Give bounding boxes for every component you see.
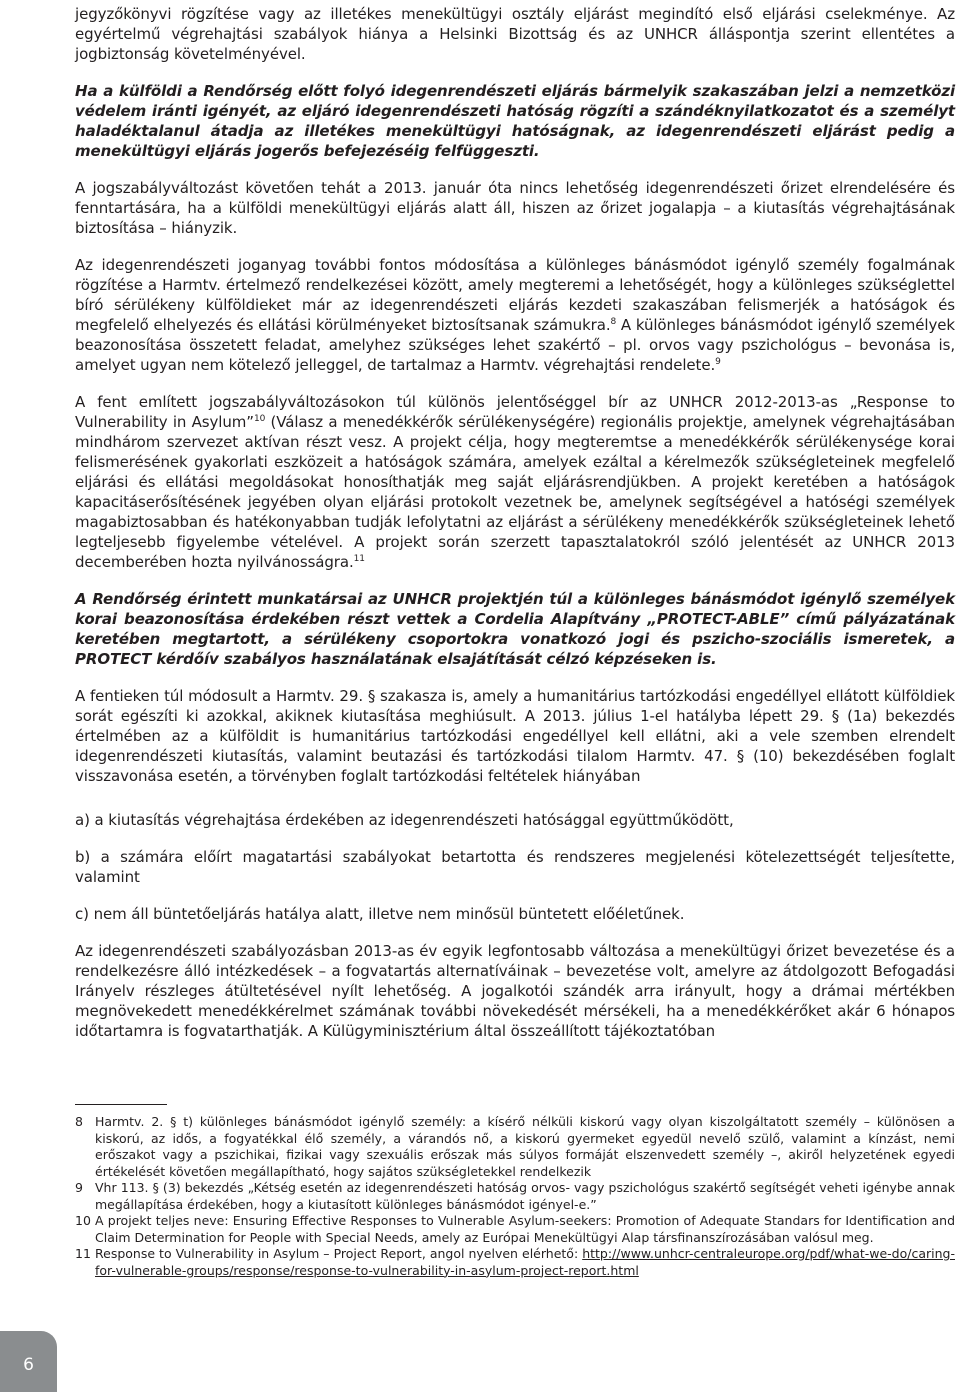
paragraph-1: jegyzőkönyvi rögzítése vagy az illetékes menekültügyi osztály eljárást megindító első eljárási cselekménye. Az egyértelmű végrehajtási szabályok hiánya a Helsinki Bizottság és az UNHCR álláspontja szerint ellentétes a jogbiztonság követelményével. [75,5,955,63]
footnote-number: 9 [75,1180,83,1195]
paragraph-4-part-2: A különleges bánásmódot igénylő személyek beazonosítása összetett feladat, amelyhez szükséges lehet szakértő – pl. orvos vagy pszichológus – bevonása is, amelyet ugyan nem kötelező jelleggel, de tartalmaz a Harmtv. végrehajtási rendelete. [75,316,955,374]
footnote-number: 8 [75,1114,83,1129]
footnote-ref-9[interactable]: 9 [715,357,721,367]
highlighted-paragraph-2: A Rendőrség érintett munkatársai az UNHCR projektjén túl a különleges bánásmódot igénylő személyek korai beazonosítása érdekében részt vettek a Cordelia Alapítvány „PROTECT-ABLE” című pályázatának keretében megtartott, a sérülékeny csoportokra vonatkozó jogi és pszicho-szociális ismeretek, a PROTECT kérdőív szabályos használatának elsajátítását célzó képzéseken is. [75,590,955,668]
list-item-b: b) a számára előírt magatartási szabályokat betartotta és rendszeres megjelenési kötelezettségét teljesítette, valamint [75,848,955,886]
footnote-number: 11 [75,1246,91,1261]
footnote-text: Vhr 113. § (3) bekezdés „Kétség esetén az idegenrendészeti hatóság orvos- vagy pszichológus szakértő segítségét veheti igénybe annak megállapítása érdekében, hogy a kiutasított különleges bánásmódot igényel-e.” [95,1180,955,1212]
paragraph-5-part-1: A fent említett jogszabályváltozásokon túl különös jelentőséggel bír az UNHCR 2012-2013-as „Response to Vulnerability in Asylum” [75,393,955,431]
footnote-10 [75,1213,955,1246]
footnote-text: Harmtv. 2. § t) különleges bánásmódot igénylő személy: a kísérő nélküli kiskorú vagy olyan kiszolgáltatott személy – különösen a kiskorú, az idős, a fogyatékkal élő személy, a várandós nő, a kiskorú gyermeket egyedül nevelő szülő, valamint a kínzást, nemi erőszakot vagy a pszichikai, fizikai vagy szexuális erőszak más súlyos formáját elszenvedett személy –, akiről helyzetének egyedi értékelését követően megállapítható, hogy sajátos szükségletekkel rendelkezik [95,1114,955,1179]
paragraph-4-part-1: Az idegenrendészeti joganyag további fontos módosítása a különleges bánásmódot igénylő személy fogalmának rögzítése a Harmtv. értelmező rendelkezései között, amely megteremi a lehetőségét, hogy a különleges szükséglettel bíró sérülékeny külföldieket már az idegenrendészeti eljárás kezdeti szakaszában felismerjék a hatóságok és megfelelő elhelyezés és ellátási körülményeket biztosítsanak számukra. [75,256,955,334]
footnote-ref-8[interactable]: 8 [610,317,617,327]
footnote-number: 10 [75,1213,91,1228]
footnote-ref-11[interactable]: 11 [353,554,365,564]
footnote-11 [75,1246,955,1279]
paragraph-3: A jogszabályváltozást követően tehát a 2013. január óta nincs lehetőség idegenrendészeti őrizet elrendelésére és fenntartására, ha a külföldi menekültügyi eljárás alatt áll, hiszen az őrizet jogalapja – a kiutasítás végrehajtásának biztosítása – hiányzik. [75,179,955,237]
footnote-8 [75,1114,955,1180]
list-item-a: a) a kiutasítás végrehajtása érdekében az idegenrendészeti hatósággal együttműködött, [75,811,734,829]
report-link[interactable]: http://www.unhcr-centraleurope.org/pdf/what-we-do/caring-for-vulnerable-groups/response/response-to-vulnerability-in-asylum-project-report.html [95,1246,955,1278]
footnote-ref-10[interactable]: 10 [253,414,266,424]
paragraph-5 [75,392,955,572]
footnote-text: A projekt teljes neve: Ensuring Effective Responses to Vulnerable Asylum-seekers: Promotion of Adequate Standars for Identification and Claim Determination for People with Special Needs, amely az Európai Menekültügyi Alap társfinanszírozásában valósul meg. [95,1213,955,1245]
footnote-9 [75,1180,955,1213]
paragraph-8: Az idegenrendészeti szabályozásban 2013-as év egyik legfontosabb változása a menekültügyi őrizet bevezetése és a rendelkezésre álló intézkedések – a fogvatartás alternatíváinak – bevezetése volt, amelyre az átdolgozott Befogadási Irányelv részleges átültetésével nyílt lehetőség. A jogalkotói szándék arra irányult, hogy a drámai mértékben megnövekedett menedékkérelmet számának további növekedését mérsékeli, ha a menedékkérőket akár 6 hónapos időtartamra is fogvatarthatják. A Külügyminisztérium által összeállított tájékoztatóban [75,942,955,1040]
page-number: 6 [23,1355,34,1375]
paragraph-4 [75,255,955,375]
paragraph-7: A fentieken túl módosult a Harmtv. 29. § szakasza is, amely a humanitárius tartózkodási engedéllyel ellátott külföldiek sorát egészíti ki azokkal, akiknek kiutasítása meghiúsult. A 2013. július 1-el hatályba lépett 29. § (1a) bekezdés értelmében az a külföldit is humanitárius tartózkodási engedéllyel kell ellátni, aki a vele szemben elrendelt idegenrendészeti kiutasítás, valamint beutazási és tartózkodási tilalom Harmtv. 47. § (10) bekezdésében foglalt visszavonása esetén, a törvényben foglalt tartózkodási feltételek hiányában [75,687,955,785]
paragraph-5-part-2: (Válasz a menedékkérők sérülékenységére) regionális projektje, amelynek végrehajtásában mindhárom szervezet aktívan részt vesz. A projekt célja, hogy megteremtse a menedékkérők sérülékenysége korai felismerésének gyakorlati eszközeit a hatóságok számára, amelyek ezáltal a kérelmezők szükségleteinek megfelelő eljárási és ellátási megoldásokat honosíthatják meg saját eljárásrendjükben. A projekt keretében a hatóságok kapacitáserősítésének jegyében olyan eljárási protokolt vezetnek be, amelynek segítségével a hatóségi személyek magabiztosabban és hatékonyabban tudják lefolytatni az eljárást a sérülékeny menedékkérők szükségleteinek lehető legteljesebb figyelembe vételével. A projekt során szerzett tapasztalatokról szóló jelentését az UNHCR 2013 decemberében hozta nyilvánosságra. [75,413,955,571]
list-item-c: c) nem áll büntetőeljárás hatálya alatt, illetve nem minősül büntetett előéletűnek. [75,905,685,923]
footnotes [75,1104,955,1279]
main-text [75,4,955,1041]
footnote-text: Response to Vulnerability in Asylum – Project Report, angol nyelven elérhető: [95,1246,583,1261]
footnote-divider [75,1104,167,1105]
highlighted-paragraph-1: Ha a külföldi a Rendőrség előtt folyó idegenrendészeti eljárás bármelyik szakaszában jelzi a nemzetközi védelem iránti igényét, az eljáró idegenrendészeti hatóság rögzíti a szándéknyilatkozatot és a személyt haladéktalanul átadja az illetékes menekültügyi hatóságnak, az idegenrendészeti eljárást pedig a menekültügyi eljárás jogerős befejezéséig felfüggeszti. [75,82,955,160]
